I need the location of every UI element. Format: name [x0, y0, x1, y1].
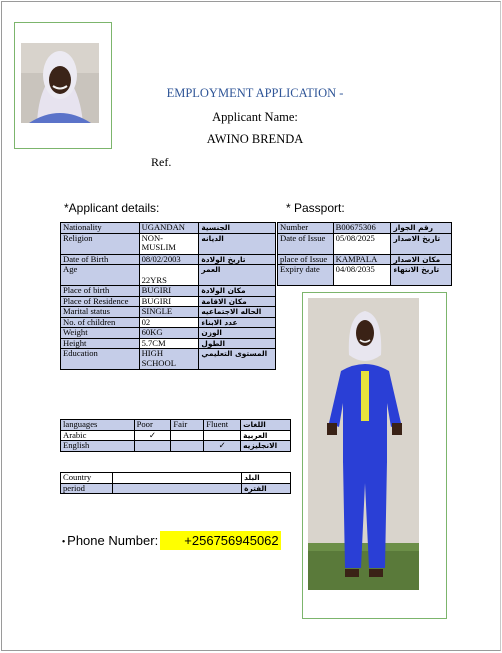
check-mark-cell: ✓	[204, 441, 241, 452]
table-header-row	[61, 420, 291, 431]
row-label: period	[61, 483, 113, 494]
phone-highlight-gap	[160, 531, 182, 550]
row-label: Nationality	[61, 223, 140, 234]
row-arabic: تاريخ الاصدار	[391, 233, 452, 254]
row-label: Place of birth	[61, 286, 140, 297]
row-label: Age	[61, 265, 140, 286]
phone-number-value: +256756945062	[184, 533, 279, 548]
row-value: 60KG	[139, 328, 199, 339]
row-arabic: الديانه	[199, 233, 276, 254]
check-mark-cell	[204, 430, 241, 441]
table-row	[61, 349, 276, 370]
row-arabic: الجنسية	[199, 223, 276, 234]
table-row	[61, 286, 276, 297]
column-header: Fair	[171, 420, 204, 431]
table-row	[61, 317, 276, 328]
table-row	[61, 233, 276, 254]
check-mark-cell	[171, 430, 204, 441]
row-arabic: مكان الاصدار	[391, 254, 452, 265]
row-label: Date of Birth	[61, 254, 140, 265]
table-row	[61, 441, 291, 452]
row-label: Religion	[61, 233, 140, 254]
table-row	[61, 254, 276, 265]
row-arabic: رقم الجواز	[391, 223, 452, 234]
check-mark-cell	[134, 441, 171, 452]
row-value: HIGH SCHOOL	[139, 349, 199, 370]
check-mark-cell	[171, 441, 204, 452]
row-value	[112, 473, 241, 484]
passport-heading: * Passport:	[286, 201, 345, 215]
row-value: KAMPALA	[333, 254, 391, 265]
row-arabic: البلد	[242, 473, 291, 484]
row-value: 02	[139, 317, 199, 328]
row-arabic: الحاله الاجتماعيه	[199, 307, 276, 318]
row-label: Arabic	[61, 430, 135, 441]
table-row	[278, 223, 452, 234]
row-label: English	[61, 441, 135, 452]
row-label: Height	[61, 338, 140, 349]
row-value: BUGIRI	[139, 286, 199, 297]
column-header: languages	[61, 420, 135, 431]
row-value: 04/08/2035	[333, 265, 391, 286]
table-row	[278, 265, 452, 286]
table-row	[61, 328, 276, 339]
row-value: B00675306	[333, 223, 391, 234]
row-arabic: الانجليزيه	[241, 441, 291, 452]
row-arabic: مكان الولادة	[199, 286, 276, 297]
table-row	[278, 254, 452, 265]
table-row	[61, 473, 291, 484]
table-row	[61, 338, 276, 349]
applicant-name-label: Applicant Name:	[212, 110, 298, 124]
experience-table	[60, 472, 291, 494]
row-arabic: تاريخ الولادة	[199, 254, 276, 265]
row-label: Number	[278, 223, 334, 234]
row-arabic: الفترة	[242, 483, 291, 494]
row-value: UGANDAN	[139, 223, 199, 234]
table-row	[61, 296, 276, 307]
bullet-icon: •	[62, 536, 66, 547]
row-label: Date of Issue	[278, 233, 334, 254]
table-row	[278, 233, 452, 254]
row-label: Expiry date	[278, 265, 334, 286]
check-mark-cell: ✓	[134, 430, 171, 441]
row-value: NON-MUSLIM	[139, 233, 199, 254]
row-value: 05/08/2025	[333, 233, 391, 254]
row-label: No. of children	[61, 317, 140, 328]
phone-label: Phone Number:	[67, 533, 159, 548]
table-row	[61, 430, 291, 441]
row-value	[112, 483, 241, 494]
document-title: EMPLOYMENT APPLICATION -	[166, 86, 344, 100]
table-row	[61, 265, 276, 286]
table-row	[61, 307, 276, 318]
applicant-details-heading: *Applicant details:	[64, 201, 160, 215]
applicant-full-length-photo	[302, 292, 447, 619]
row-arabic: عدد الابناء	[199, 317, 276, 328]
applicant-name: AWINO BRENDA	[206, 132, 304, 146]
column-header: Fluent	[204, 420, 241, 431]
column-header: Poor	[134, 420, 171, 431]
table-row	[61, 483, 291, 494]
column-header: اللغات	[241, 420, 291, 431]
applicant-details-table	[60, 222, 276, 370]
table-row	[61, 223, 276, 234]
row-label: Place of Residence	[61, 296, 140, 307]
row-label: Marital status	[61, 307, 140, 318]
row-value: 08/02/2003	[139, 254, 199, 265]
row-arabic: العربية	[241, 430, 291, 441]
row-arabic: الوزن	[199, 328, 276, 339]
row-value: 22YRS	[139, 265, 199, 286]
passport-table	[277, 222, 452, 286]
row-label: Weight	[61, 328, 140, 339]
row-arabic: مكان الاقامة	[199, 296, 276, 307]
row-arabic: المستوى التعليمي	[199, 349, 276, 370]
row-value: BUGIRI	[139, 296, 199, 307]
languages-table	[60, 419, 291, 452]
row-arabic: العمر	[199, 265, 276, 286]
row-value: 5.7CM	[139, 338, 199, 349]
row-label: Country	[61, 473, 113, 484]
row-arabic: تاريخ الانتهاء	[391, 265, 452, 286]
ref-label: Ref.	[151, 155, 172, 169]
row-label: Education	[61, 349, 140, 370]
row-arabic: الطول	[199, 338, 276, 349]
row-label: place of Issue	[278, 254, 334, 265]
row-value: SINGLE	[139, 307, 199, 318]
phone-number-line	[62, 533, 281, 548]
